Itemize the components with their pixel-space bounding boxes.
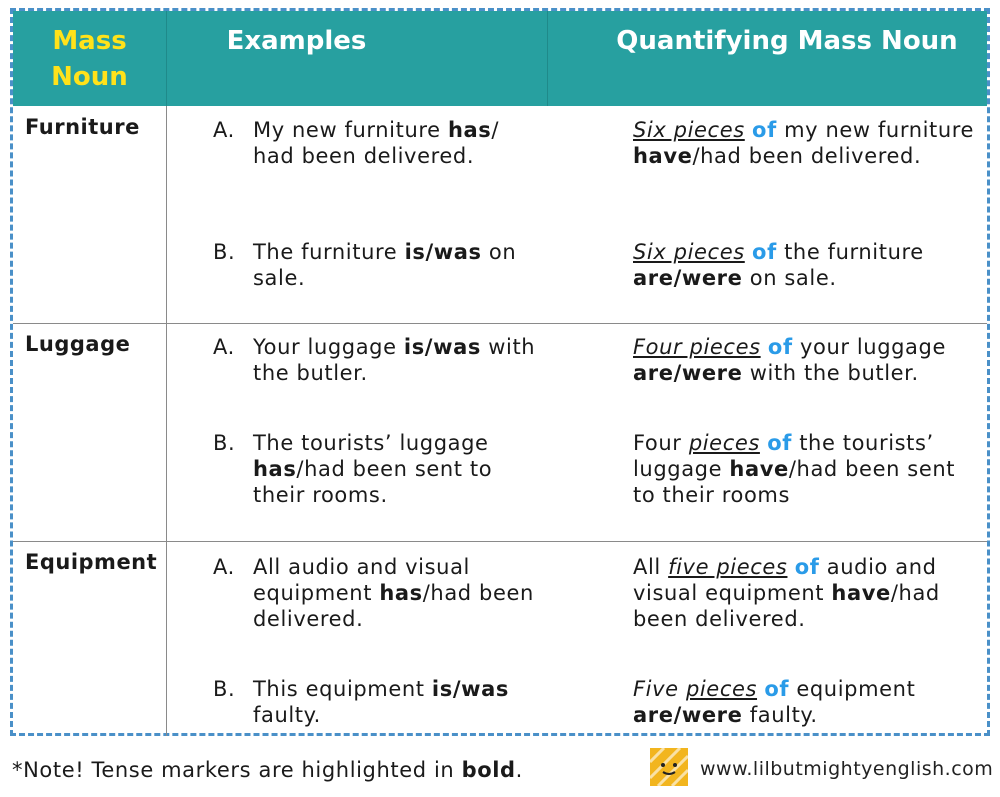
brand-url[interactable]: www.lilbutmightyenglish.com [700, 758, 994, 780]
brand-link[interactable] [650, 748, 994, 788]
mass-noun-cell: Equipment [25, 550, 158, 574]
footnote: *Note! Tense markers are highlighted in bold. [12, 758, 523, 782]
table-row [13, 107, 987, 323]
header-examples: Examples [226, 26, 367, 56]
header-quantifying: Quantifying Mass Noun [616, 26, 958, 56]
table-header [13, 11, 987, 106]
table-row [13, 542, 987, 736]
mass-noun-cell: Furniture [25, 115, 140, 139]
logo-icon [650, 748, 688, 786]
quantifying-a: Four pieces of your luggage are/were with the butler. [633, 335, 946, 385]
example-a: A. All audio and visual equipment has/had been delivered. [213, 555, 534, 631]
grammar-table [10, 8, 990, 736]
mass-noun-cell: Luggage [25, 332, 131, 356]
quantifying-b: Six pieces of the furniture are/were on sale. [633, 240, 924, 290]
header-mass-noun: Mass Noun [51, 26, 128, 92]
quantifying-b: Four pieces of the tourists’ luggage have/had been sent to their rooms [633, 431, 956, 507]
quantifying-a: Six pieces of my new furniture have/had been delivered. [633, 118, 975, 168]
example-a: A. My new furniture has/ had been delivered. [213, 118, 500, 168]
quantifying-b: Five pieces of equipment are/were faulty. [633, 677, 916, 727]
example-a: A. Your luggage is/was with the butler. [213, 335, 536, 385]
quantifying-a: All five pieces of audio and visual equipment have/had been delivered. [633, 555, 940, 631]
example-b: B. The furniture is/was on sale. [213, 240, 517, 290]
example-b: B. This equipment is/was faulty. [213, 677, 509, 727]
table-row [13, 324, 987, 541]
example-b: B. The tourists’ luggage has/had been sent to their rooms. [213, 431, 493, 507]
